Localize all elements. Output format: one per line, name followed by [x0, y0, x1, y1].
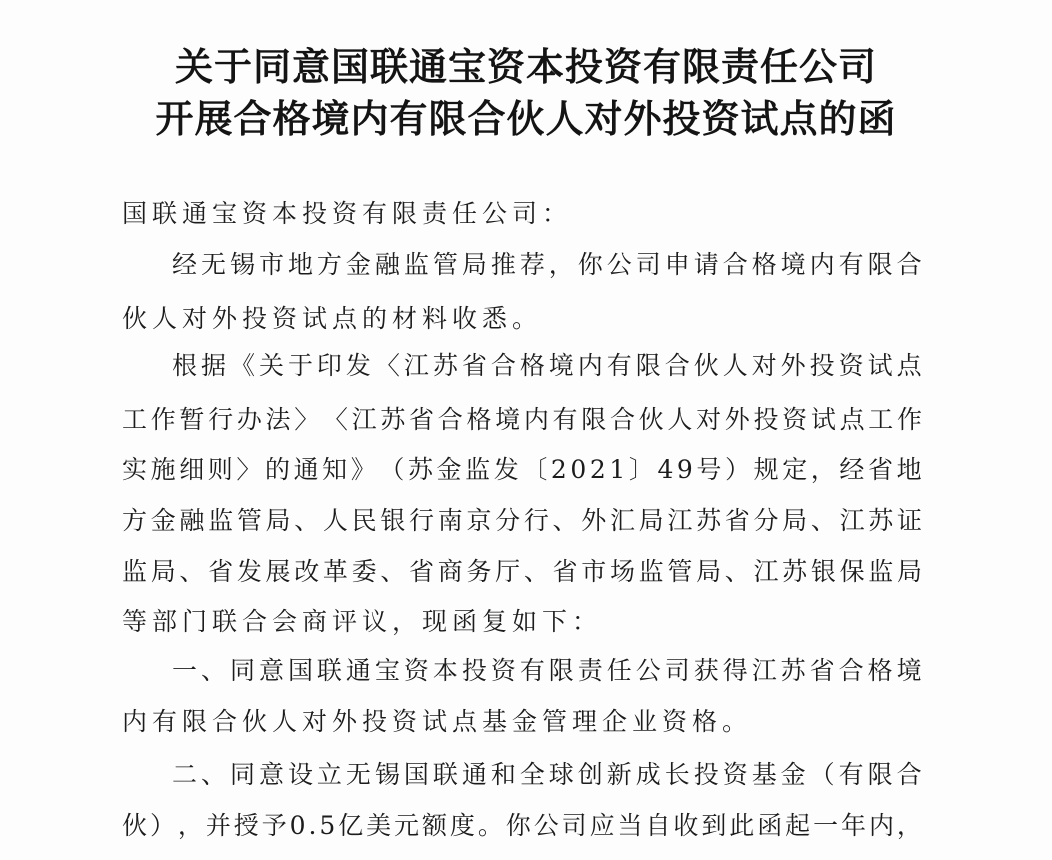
- body-line: 方 金 融 监 管 局 、 人 民 银 行 南 京 分 行 、 外 汇 局 江 苏 省 分 局 、 江 苏 证: [122, 506, 922, 535]
- body-line: 工 作 暂 行 办 法 〉 〈 江 苏 省 合 格 境 内 有 限 合 伙 人 对 外 投 资 试 点 工 作: [122, 405, 922, 434]
- body-line: 伙 ） ， 并 授 予 0 . 5 亿 美 元 额 度 。 你 公 司 应 当 自 收 到 此 函 起 一 年 内 ，: [122, 811, 922, 840]
- body-line: 二 、 同 意 设 立 无 锡 国 联 通 和 全 球 创 新 成 长 投 资 基 金 （ 有 限 合: [172, 760, 922, 789]
- body-line: 经 无 锡 市 地 方 金 融 监 管 局 推 荐 ， 你 公 司 申 请 合 格 境 内 有 限 合: [172, 250, 922, 279]
- document-title-line-1: 关于同意国联通宝资本投资有限责任公司: [174, 45, 877, 89]
- body-line: 等部门联合会商评议，现函复如下：: [122, 607, 603, 636]
- body-line: 实 施 细 则 〉 的 通 知 》 （ 苏 金 监 发 〔 2 0 2 1 〕 4 9 号 ） 规 定 ， 经 省 地: [122, 455, 922, 484]
- body-line: 伙人对外投资试点的材料收悉。: [122, 304, 543, 333]
- body-line: 一 、 同 意 国 联 通 宝 资 本 投 资 有 限 责 任 公 司 获 得 江 苏 省 合 格 境: [172, 656, 922, 685]
- body-line: 根 据 《 关 于 印 发 〈 江 苏 省 合 格 境 内 有 限 合 伙 人 对 外 投 资 试 点: [172, 351, 922, 380]
- document-title-line-2: 开展合格境内有限合伙人对外投资试点的函: [155, 97, 897, 141]
- body-line: 内有限合伙人对外投资试点基金管理企业资格。: [122, 707, 753, 736]
- body-line: 监 局 、 省 发 展 改 革 委 、 省 商 务 厅 、 省 市 场 监 管 局 、 江 苏 银 保 监 局: [122, 557, 922, 586]
- salutation: 国联通宝资本投资有限责任公司：: [122, 199, 573, 228]
